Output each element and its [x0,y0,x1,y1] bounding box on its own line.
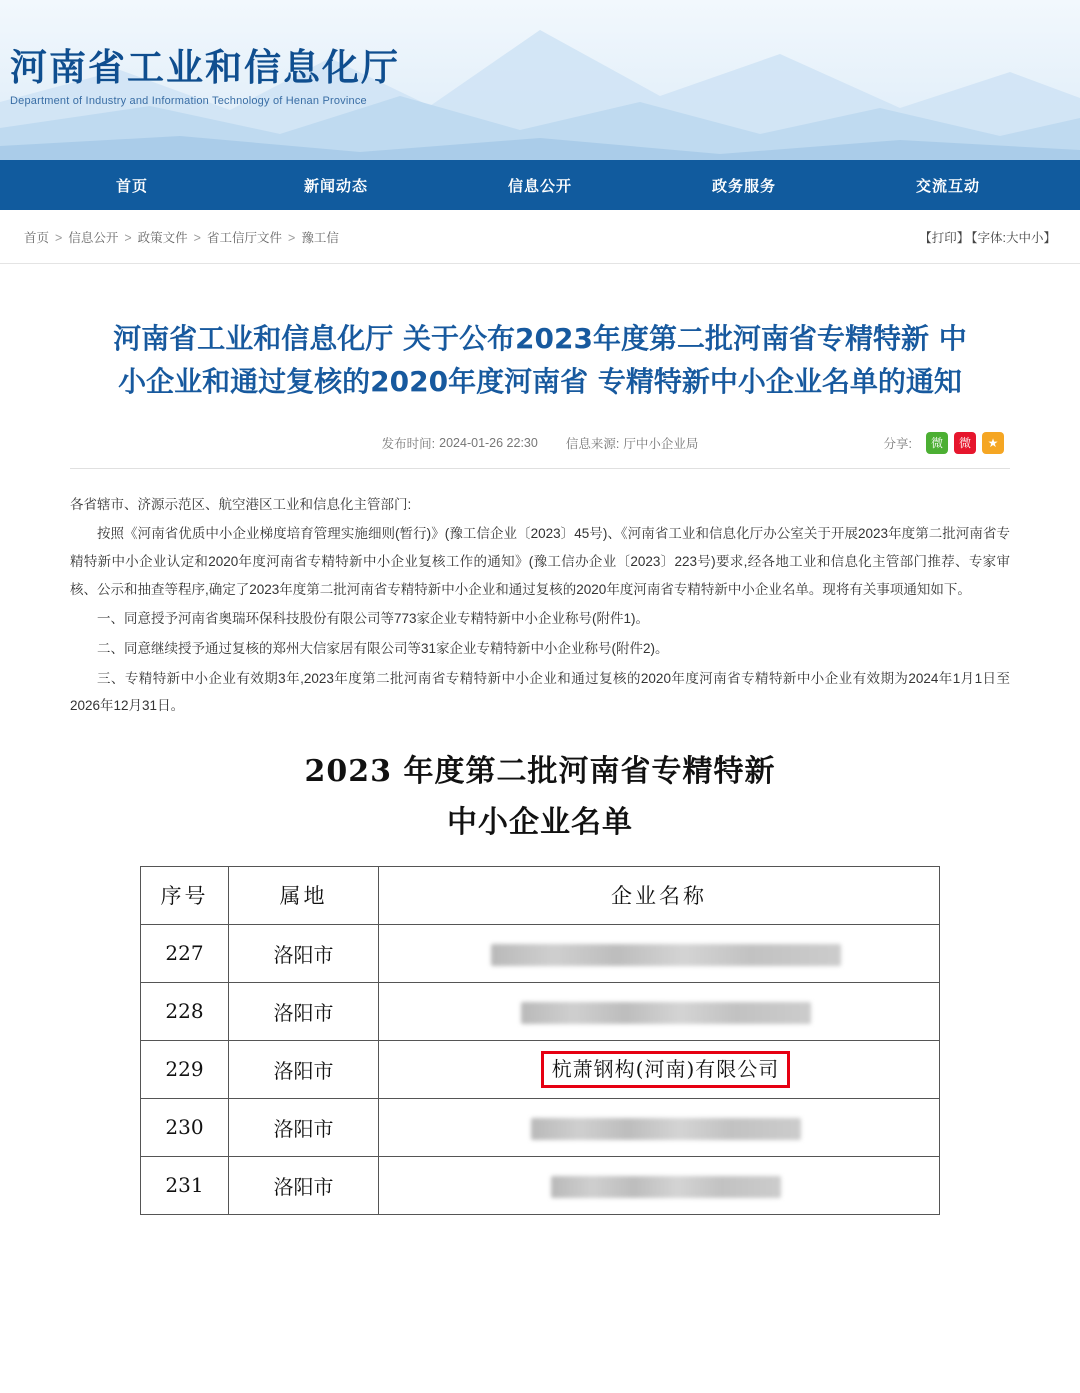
cell-area: 洛阳市 [229,924,379,982]
breadcrumb-item-2[interactable]: 政策文件 [137,230,188,245]
font-size-large-button[interactable]: 大 [1005,230,1019,245]
cell-no: 228 [141,982,229,1040]
share-label: 分享: [883,436,912,451]
cell-name [379,1098,940,1156]
table-row [141,1098,940,1156]
attachment-title-line1: 2023 年度第二批河南省专精特新 [304,753,776,789]
source-value: 厅中小企业局 [623,436,699,451]
nav-item-gov-services[interactable]: 政务服务 [711,177,776,195]
cell-no: 230 [141,1098,229,1156]
cell-no: 231 [141,1156,229,1214]
breadcrumb-item-1[interactable]: 信息公开 [68,230,119,245]
paragraph-item-3: 三、专精特新中小企业有效期3年,2023年度第二批河南省专精特新中小企业和通过复核的2020年度河南省专精特新中小企业有效期为2024年1月1日至2026年12月31日。 [70,670,1010,714]
attachment-list-block [70,746,1010,1225]
breadcrumb-item-3[interactable]: 省工信厅文件 [206,230,282,245]
cell-name [379,982,940,1040]
column-header-name: 企业名称 [379,866,940,924]
wechat-share-icon[interactable]: 微 [926,432,948,454]
cell-name [379,924,940,982]
site-banner [0,0,1080,160]
redacted-text [551,1176,781,1198]
column-header-no: 序号 [141,866,229,924]
article-body [70,491,1010,720]
source-label: 信息来源: [565,436,620,451]
table-row-highlighted [141,1040,940,1098]
highlighted-company-name: 杭萧钢构(河南)有限公司 [541,1051,791,1088]
table-row [141,1156,940,1214]
print-button[interactable]: 【打印】 [919,230,970,245]
table-row [141,924,940,982]
site-subtitle: Department of Industry and Information Technology of Henan Province [10,94,367,107]
cell-no: 227 [141,924,229,982]
publish-time-value: 2024-01-26 22:30 [439,435,538,450]
breadcrumb-separator: > [193,230,201,245]
cell-area: 洛阳市 [229,1156,379,1214]
cell-name [379,1040,940,1098]
redacted-text [531,1118,801,1140]
nav-item-news[interactable]: 新闻动态 [303,177,368,195]
breadcrumb-bar [0,210,1080,264]
font-size-label: 【字体: [971,230,1006,245]
cell-area: 洛阳市 [229,1040,379,1098]
redacted-text [521,1002,811,1024]
cell-name [379,1156,940,1214]
table-header-row [141,866,940,924]
favorite-share-icon[interactable]: ★ [982,432,1004,454]
paragraph-item-1: 一、同意授予河南省奥瑞环保科技股份有限公司等773家企业专精特新中小企业称号(附件1)。 [97,611,650,627]
paragraph-item-2: 二、同意继续授予通过复核的郑州大信家居有限公司等31家企业专精特新中小企业称号(附件2)。 [97,640,669,656]
meta-divider [70,468,1010,469]
publish-time-label: 发布时间: [381,436,436,451]
font-size-medium-button[interactable]: 中 [1018,230,1031,245]
main-navigation [0,160,1080,210]
cell-area: 洛阳市 [229,982,379,1040]
nav-item-info-disclosure[interactable]: 信息公开 [507,177,572,195]
paragraph-salutation: 各省辖市、济源示范区、航空港区工业和信息化主管部门: [70,496,412,512]
table-row [141,982,940,1040]
page-tools [919,228,1056,246]
page-title: 河南省工业和信息化厅 关于公布2023年度第二批河南省专精特新 中小企业和通过复核的2020年度河南省 专精特新中小企业名单的通知 [113,321,967,399]
nav-item-interaction[interactable]: 交流互动 [915,177,980,195]
paragraph-intro: 按照《河南省优质中小企业梯度培育管理实施细则(暂行)》(豫工信企业〔2023〕45号)、《河南省工业和信息化厅办公室关于开展2023年度第二批河南省专精特新中小企业认定和2020年度河南省专精特新中小企业复核工作的通知》(豫工信办企业〔2023〕223号)要求,经各地工业和信息化主管部门推荐、专家审核、公示和抽查等程序,确定了2023年度第二批河南省专精特新中小企业和通过复核的2020年度河南省专精特新中小企业名单。现将有关事项通知如下。 [70,526,1010,597]
breadcrumb-item-4[interactable]: 豫工信 [301,230,339,245]
breadcrumb-separator: > [124,230,132,245]
attachment-title-line2: 中小企业名单 [447,804,633,840]
nav-item-home[interactable]: 首页 [115,177,148,195]
breadcrumb [24,228,919,246]
font-size-small-button[interactable]: 小 [1030,230,1044,245]
breadcrumb-separator: > [288,230,296,245]
article-meta [70,434,1010,468]
redacted-text [491,944,841,966]
breadcrumb-item-0[interactable]: 首页 [24,230,50,245]
weibo-share-icon[interactable]: 微 [954,432,976,454]
breadcrumb-separator: > [55,230,63,245]
share-bar [884,432,1004,454]
cell-area: 洛阳市 [229,1098,379,1156]
enterprise-list-table [140,866,940,1215]
cell-no: 229 [141,1040,229,1098]
article-container [70,264,1010,1225]
font-size-label-end: 】 [1043,230,1056,245]
column-header-area: 属地 [229,866,379,924]
site-title: 河南省工业和信息化厅 [10,46,400,89]
